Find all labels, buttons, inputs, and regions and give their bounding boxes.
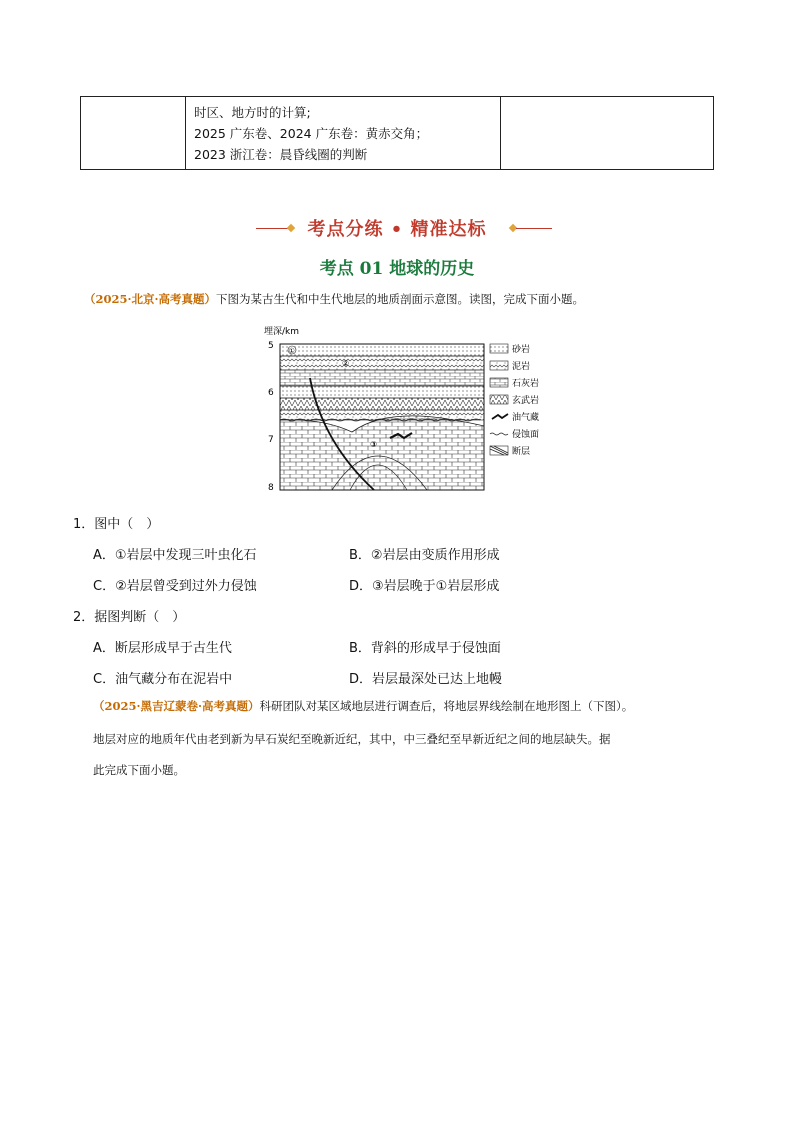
table-line: 时区、地方时的计算; [194,105,311,120]
geologic-cross-section-figure [262,322,552,494]
topic-table [80,96,714,170]
question-stem: 2．据图判断（ ） [73,610,186,625]
option-b[interactable]: B．②岩层由变质作用形成 [349,548,500,563]
legend-label: 泥岩 [512,362,531,372]
table-cell-empty-left [81,97,186,170]
banner-line-right [516,228,552,229]
section-banner [0,211,794,241]
layer-mark: ③ [370,440,378,449]
y-tick-label: 5 [268,341,274,351]
passage-text-line: 此完成下面小题。 [93,763,185,777]
figure-legend [490,343,539,457]
option-b[interactable]: B．背斜的形成早于侵蚀面 [349,641,501,656]
y-tick-label: 6 [268,388,274,398]
y-axis-label: 埋深/km [264,327,300,337]
option-d[interactable]: D．③岩层晚于①岩层形成 [349,579,500,594]
option-a[interactable]: A．断层形成早于古生代 [93,641,232,656]
option-a[interactable]: A．①岩层中发现三叶虫化石 [93,548,257,563]
legend-label: 玄武岩 [512,396,540,406]
table-cell-empty-right [501,97,714,170]
layer-mark: ① [288,347,295,355]
legend-label: 砂岩 [512,345,531,355]
legend-oil-gas-icon [492,414,508,419]
y-tick-label: 8 [268,483,274,493]
passage-source: （2025·黑吉辽蒙卷·高考真题） [93,699,260,713]
layer-mark: ② [342,359,350,368]
section-title: 考点 01 地球的历史 [319,259,475,279]
layer-mudstone-2 [280,356,484,370]
passage-intro [84,290,724,308]
passage-text-line: 地层对应的地质年代由老到新为早石炭纪至晚新近纪，其中，中三叠纪至早新近纪之间的地层缺失。据 [93,732,611,746]
passage-text: 科研团队对某区域地层进行调查后，将地层界线绘制在地形图上（下图）。 [259,699,634,713]
table-line: 2025 广东卷、2024 广东卷：黄赤交角； [194,126,429,141]
question-stem: 1．图中（ ） [73,517,160,532]
passage-text: 下图为某古生代和中生代地层的地质剖面示意图。读图，完成下面小题。 [216,292,585,306]
legend-label: 油气藏 [512,413,540,423]
passage-source: （2025·北京·高考真题） [84,292,217,306]
legend-label: 断层 [512,447,531,457]
layer-sandstone-1 [280,344,484,356]
banner-diamond-icon [287,224,295,232]
table-line: 2023 浙江卷：晨昏线圈的判断 [194,147,368,162]
banner-title: 考点分练 • 精准达标 [307,219,487,240]
legend-label: 石灰岩 [512,379,540,389]
layer-sandstone-2 [280,386,484,398]
table-cell-content [186,97,501,170]
option-c[interactable]: C．②岩层曾受到过外力侵蚀 [93,579,257,594]
option-d[interactable]: D．岩层最深处已达上地幔 [349,672,503,687]
passage-intro-2 [93,697,753,715]
legend-erosion-icon [490,433,508,435]
layer-mudstone-lower [280,410,484,420]
layer-basalt [280,398,484,410]
legend-label: 侵蚀面 [512,430,540,440]
y-tick-label: 7 [268,435,274,445]
option-c[interactable]: C．油气藏分布在泥岩中 [93,672,233,687]
layer-folded-basement [280,416,484,490]
